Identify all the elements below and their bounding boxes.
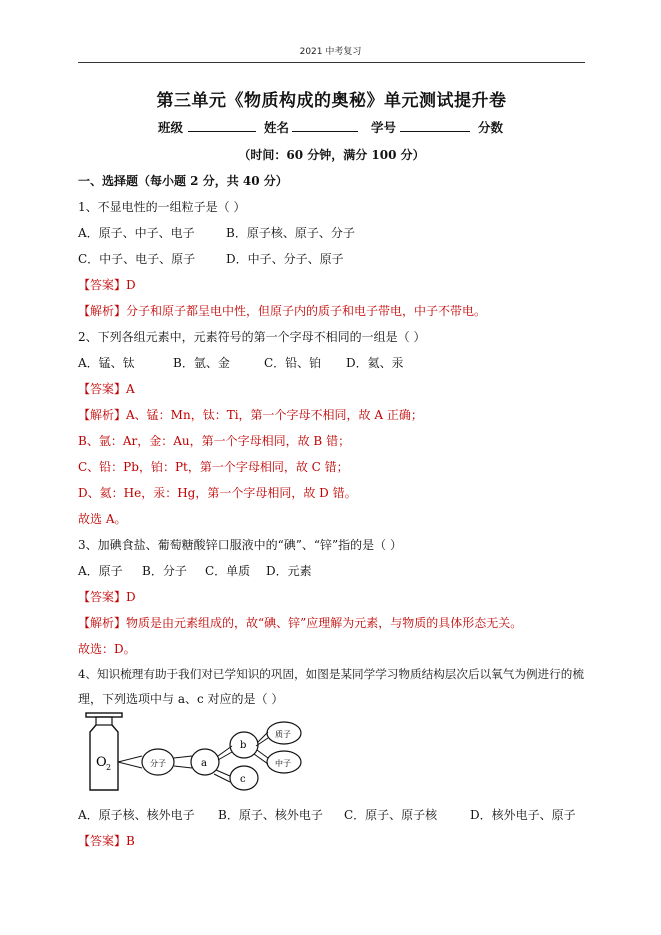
connector-line [214, 770, 230, 782]
time-note: （时间：60 分钟，满分 100 分） [238, 148, 425, 162]
question-3-answer [78, 588, 136, 605]
question-2-analysis-1 [78, 406, 423, 423]
question-2-option-c: C．铅、铂 [264, 356, 322, 370]
answer-value: A [126, 382, 135, 396]
question-4-option-b: B．原子、核外电子 [218, 808, 323, 822]
name-blank[interactable] [292, 118, 358, 132]
question-3-stem: 3、加碘食盐、葡萄糖酸锌口服液中的“碘”、“锌”指的是（ ） [78, 538, 402, 552]
neutron-label: 中子 [275, 759, 291, 768]
score-label: 分数 [478, 120, 504, 135]
question-3-option-d: D．元素 [266, 564, 312, 578]
question-1-option-d: D．中子、分子、原子 [226, 252, 344, 266]
question-4-stem-line-1: 4、知识梳理有助于我们对已学知识的巩固，如图是某同学学习物质结构层次后以氧气为例进行的梳 [78, 667, 584, 681]
answer-value: D [126, 278, 136, 292]
answer-tag: 【答案】 [78, 278, 127, 292]
question-1-answer [78, 276, 136, 293]
class-blank[interactable] [188, 118, 256, 132]
question-2-stem: 2、下列各组元素中，元素符号的第一个字母不相同的一组是（ ） [78, 330, 426, 344]
id-label: 学号 [371, 120, 397, 135]
question-4-stem-line-2: 理，下列选项中与 a、c 对应的是（ ） [78, 692, 284, 706]
question-3-option-c: C．单质 [205, 564, 251, 578]
question-2-option-a: A．锰、钛 [78, 356, 135, 370]
class-label: 班级 [158, 120, 184, 135]
question-1-stem: 1、不显电性的一组粒子是（ ） [78, 200, 246, 214]
analysis-tag: 【解析】 [78, 304, 127, 318]
bottle-label: O [96, 755, 107, 770]
page-title: 第三单元《物质构成的奥秘》单元测试提升卷 [156, 91, 507, 111]
question-3-analysis [78, 614, 522, 631]
node-a-label: a [201, 758, 207, 769]
analysis-text: 物质是由元素组成的，故“碘、锌”应理解为元素，与物质的具体形态无关。 [126, 616, 523, 630]
bottle-subscript: 2 [106, 763, 112, 772]
page-header: 2021 中考复习 [299, 47, 362, 57]
question-1-option-c: C．中子、电子、原子 [78, 252, 196, 266]
connector-line [174, 756, 192, 768]
structure-diagram [84, 712, 304, 792]
question-4-option-a: A．原子核、核外电子 [78, 808, 195, 822]
question-2-option-b: B．氩、金 [173, 356, 230, 370]
answer-value: D [126, 590, 136, 604]
answer-tag: 【答案】 [78, 834, 127, 848]
analysis-text: A、锰：Mn，钛：Ti，第一个字母不相同，故 A 正确； [126, 408, 423, 422]
question-2-answer [78, 380, 135, 397]
question-1-option-b: B．原子核、原子、分子 [226, 226, 355, 240]
question-3-option-a: A．原子 [78, 564, 123, 578]
id-blank[interactable] [400, 118, 470, 132]
question-1-analysis [78, 302, 486, 319]
question-3-conclusion: 故选：D。 [78, 642, 136, 656]
molecule-label: 分子 [150, 759, 166, 768]
answer-tag: 【答案】 [78, 590, 127, 604]
section-heading: 一、选择题（每小题 2 分，共 40 分） [78, 174, 288, 188]
question-4-option-c: C．原子、原子核 [344, 808, 438, 822]
analysis-text: 分子和原子都呈电中性，但原子内的质子和电子带电，中子不带电。 [126, 304, 487, 318]
question-4-answer [78, 832, 135, 849]
connector-line [118, 756, 142, 768]
question-4-option-d: D．核外电子、原子 [470, 808, 576, 822]
question-2-conclusion: 故选 A。 [78, 512, 127, 526]
question-2-analysis-2: B、氩：Ar，金：Au，第一个字母相同，故 B 错； [78, 434, 351, 448]
node-c-label: c [240, 774, 246, 785]
answer-tag: 【答案】 [78, 382, 127, 396]
oxygen-bottle-icon [86, 713, 122, 790]
name-label: 姓名 [264, 120, 290, 135]
proton-label: 质子 [275, 730, 291, 739]
question-1-option-a: A．原子、中子、电子 [78, 226, 195, 240]
node-b-label: b [240, 740, 247, 751]
answer-value: B [126, 834, 135, 848]
question-2-analysis-4: D、氦：He，汞：Hg，第一个字母相同，故 D 错。 [78, 486, 357, 500]
question-2-option-d: D．氦、汞 [346, 356, 404, 370]
question-2-analysis-3: C、铅：Pb，铂：Pt，第一个字母相同，故 C 错； [78, 460, 349, 474]
question-3-option-b: B．分子 [142, 564, 187, 578]
analysis-tag: 【解析】 [78, 408, 127, 422]
analysis-tag: 【解析】 [78, 616, 127, 630]
header-rule [78, 62, 585, 63]
